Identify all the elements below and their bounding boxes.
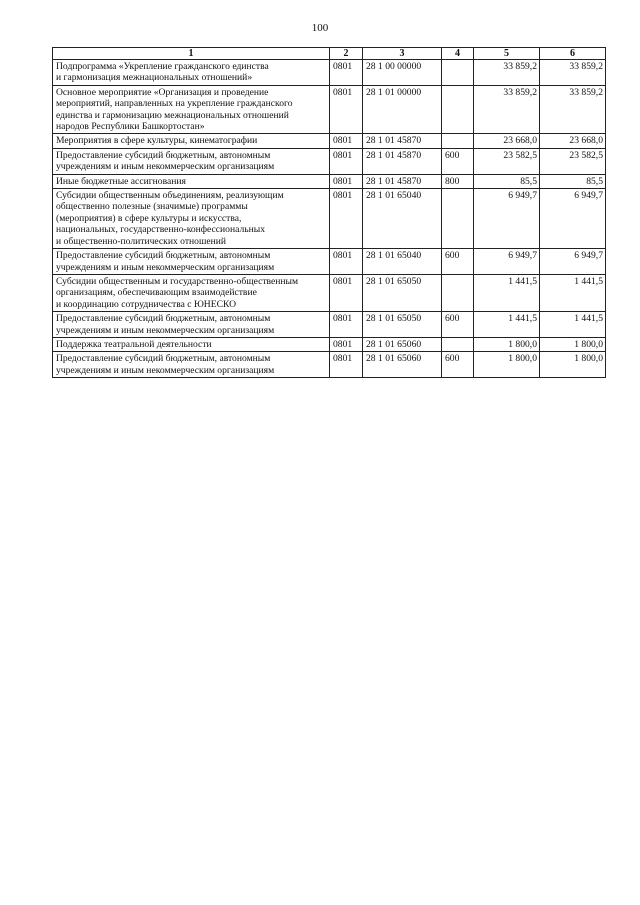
row-value-1: 1 800,0 — [474, 352, 540, 378]
row-value-2: 33 859,2 — [540, 85, 606, 134]
row-name: Предоставление субсидий бюджетным, автономным учреждениям и иным некоммерческим организациям — [56, 149, 275, 173]
row-name: Предоставление субсидий бюджетным, автономным учреждениям и иным некоммерческим организациям — [56, 250, 275, 273]
row-code: 28 1 01 65060 — [363, 337, 442, 351]
row-name-cell — [53, 274, 330, 311]
row-name-cell — [53, 337, 330, 351]
budget-table — [52, 47, 606, 378]
row-value-2: 23 668,0 — [540, 134, 606, 148]
table-header-row — [53, 48, 606, 60]
row-section: 0801 — [330, 189, 363, 249]
row-value-2: 6 949,7 — [540, 249, 606, 275]
row-value-1: 33 859,2 — [474, 85, 540, 134]
row-name-cell — [53, 352, 330, 378]
row-name: Субсидии общественным объединениям, реализующим общественно полезные (значимые) программы (мероприятия) в сфере культуры и искусства, национальных, государственно-конфессиональных и общественно-политических отношений — [56, 190, 284, 247]
row-type: 600 — [442, 312, 474, 338]
row-code: 28 1 01 65050 — [363, 312, 442, 338]
header-col-1: 1 — [53, 48, 330, 60]
row-type — [442, 134, 474, 148]
row-code: 28 1 01 65050 — [363, 274, 442, 311]
table-row — [53, 312, 606, 338]
row-type — [442, 189, 474, 249]
row-name: Предоставление субсидий бюджетным, автономным учреждениям и иным некоммерческим организациям — [56, 313, 275, 336]
table-row — [53, 337, 606, 351]
row-name: Предоставление субсидий бюджетным, автономным учреждениям и иным некоммерческим организациям — [56, 353, 275, 376]
row-section: 0801 — [330, 60, 363, 86]
row-value-1: 23 668,0 — [474, 134, 540, 148]
row-type — [442, 85, 474, 134]
row-code: 28 1 01 45870 — [363, 134, 442, 148]
table-row — [53, 174, 606, 188]
row-section: 0801 — [330, 312, 363, 338]
row-value-2: 1 800,0 — [540, 352, 606, 378]
row-name: Поддержка театральной деятельности — [56, 338, 212, 350]
row-section: 0801 — [330, 249, 363, 275]
row-value-1: 23 582,5 — [474, 148, 540, 174]
table-row — [53, 85, 606, 134]
row-section: 0801 — [330, 134, 363, 148]
table-row — [53, 249, 606, 275]
row-value-2: 1 800,0 — [540, 337, 606, 351]
row-type: 600 — [442, 352, 474, 378]
row-section: 0801 — [330, 352, 363, 378]
row-value-2: 6 949,7 — [540, 189, 606, 249]
row-name: Основное мероприятие «Организация и проведение мероприятий, направленных на укрепление гражданского единства и гармонизацию межнациональных отношений народов Республики Башкортостан» — [56, 86, 293, 133]
row-name: Мероприятия в сфере культуры, кинематографии — [56, 135, 258, 147]
row-value-1: 1 800,0 — [474, 337, 540, 351]
row-type — [442, 60, 474, 86]
row-name-cell — [53, 174, 330, 188]
row-name-cell — [53, 134, 330, 148]
row-code: 28 1 01 65040 — [363, 189, 442, 249]
row-value-1: 6 949,7 — [474, 249, 540, 275]
row-name-cell — [53, 148, 330, 174]
table-row — [53, 352, 606, 378]
row-value-1: 6 949,7 — [474, 189, 540, 249]
row-code: 28 1 00 00000 — [363, 60, 442, 86]
row-section: 0801 — [330, 337, 363, 351]
table-row — [53, 134, 606, 148]
row-name: Иные бюджетные ассигнования — [56, 175, 186, 187]
row-type: 600 — [442, 249, 474, 275]
header-col-3: 3 — [363, 48, 442, 60]
row-section: 0801 — [330, 85, 363, 134]
row-type: 600 — [442, 148, 474, 174]
row-section: 0801 — [330, 174, 363, 188]
row-code: 28 1 01 45870 — [363, 174, 442, 188]
row-name-cell — [53, 312, 330, 338]
row-section: 0801 — [330, 274, 363, 311]
row-value-2: 1 441,5 — [540, 274, 606, 311]
row-name: Подпрограмма «Укрепление гражданского единства и гармонизация межнациональных отношений» — [56, 61, 269, 84]
row-type — [442, 337, 474, 351]
row-type — [442, 274, 474, 311]
table-row — [53, 148, 606, 174]
row-name: Субсидии общественным и государственно-общественным организациям, обеспечивающим взаимодействие и координацию сотрудничества с ЮНЕСКО — [56, 275, 299, 310]
row-value-1: 1 441,5 — [474, 312, 540, 338]
row-name-cell — [53, 189, 330, 249]
row-code: 28 1 01 65060 — [363, 352, 442, 378]
row-section: 0801 — [330, 148, 363, 174]
row-name-cell — [53, 249, 330, 275]
row-code: 28 1 01 65040 — [363, 249, 442, 275]
row-value-2: 33 859,2 — [540, 60, 606, 86]
header-col-4: 4 — [442, 48, 474, 60]
row-value-2: 85,5 — [540, 174, 606, 188]
header-col-5: 5 — [474, 48, 540, 60]
row-value-1: 85,5 — [474, 174, 540, 188]
row-value-1: 33 859,2 — [474, 60, 540, 86]
header-col-2: 2 — [330, 48, 363, 60]
row-value-1: 1 441,5 — [474, 274, 540, 311]
row-code: 28 1 01 45870 — [363, 148, 442, 174]
header-col-6: 6 — [540, 48, 606, 60]
row-type: 800 — [442, 174, 474, 188]
row-name-cell — [53, 60, 330, 86]
row-value-2: 23 582,5 — [540, 148, 606, 174]
page-number: 100 — [311, 22, 329, 34]
row-name-cell — [53, 85, 330, 134]
table-row — [53, 60, 606, 86]
row-code: 28 1 01 00000 — [363, 85, 442, 134]
table-row — [53, 189, 606, 249]
row-value-2: 1 441,5 — [540, 312, 606, 338]
table-row — [53, 274, 606, 311]
